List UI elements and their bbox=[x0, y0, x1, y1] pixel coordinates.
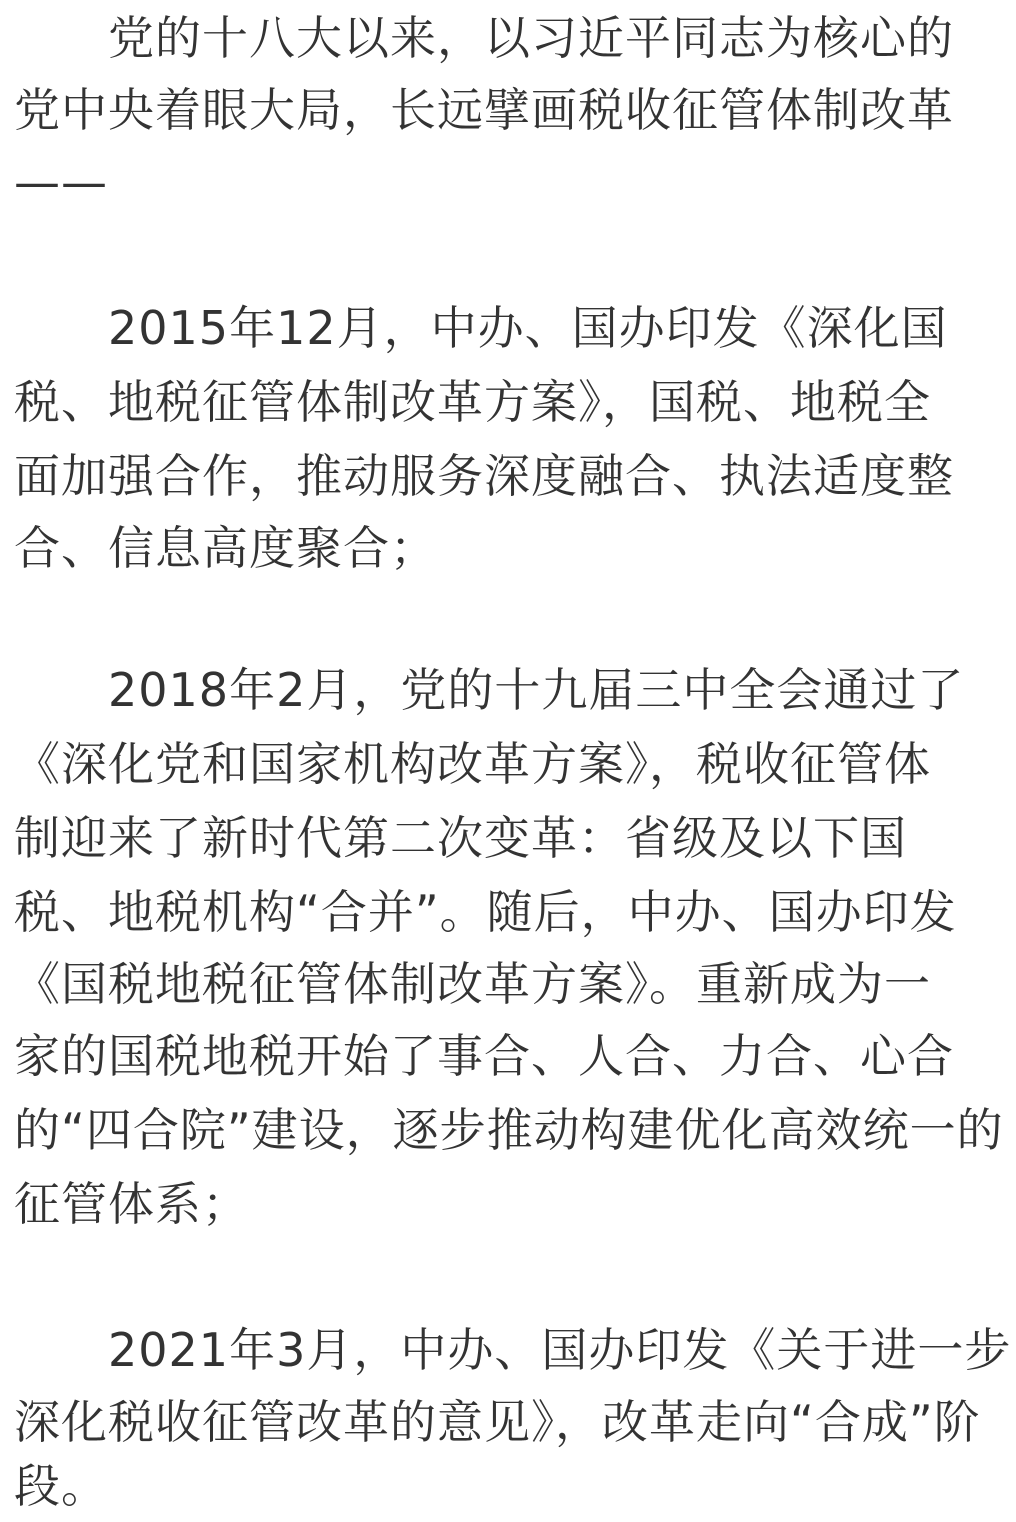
paragraph-1-line-1: 党的十八大以来，以习近平同志为核心的 bbox=[14, 11, 954, 65]
paragraph-4-line-2: 深化税收征管改革的意见》，改革走向“合成”阶 bbox=[14, 1395, 981, 1449]
paragraph-3-line-8: 征管体系； bbox=[14, 1177, 249, 1231]
paragraph-2-line-2: 税、地税征管体制改革方案》，国税、地税全 bbox=[14, 375, 931, 429]
paragraph-1-line-3: —— bbox=[14, 155, 108, 209]
paragraph-3-line-3: 制迎来了新时代第二次变革：省级及以下国 bbox=[14, 811, 907, 865]
paragraph-3-line-2: 《深化党和国家机构改革方案》，税收征管体 bbox=[14, 737, 931, 791]
paragraph-2-line-1: 2015年12月，中办、国办印发《深化国 bbox=[14, 301, 948, 355]
paragraph-3-line-4: 税、地税机构“合并”。随后，中办、国办印发 bbox=[14, 885, 957, 939]
paragraph-3-line-7: 的“四合院”建设，逐步推动构建优化高效统一的 bbox=[14, 1103, 1004, 1157]
paragraph-2-line-4: 合、信息高度聚合； bbox=[14, 521, 437, 575]
paragraph-3-line-6: 家的国税地税开始了事合、人合、力合、心合 bbox=[14, 1029, 954, 1083]
paragraph-1-line-2: 党中央着眼大局，长远擘画税收征管体制改革 bbox=[14, 83, 954, 137]
paragraph-4-line-3: 段。 bbox=[14, 1459, 108, 1513]
paragraph-2-line-3: 面加强合作，推动服务深度融合、执法适度整 bbox=[14, 449, 954, 503]
paragraph-3-line-1: 2018年2月，党的十九届三中全会通过了 bbox=[14, 663, 965, 717]
paragraph-3-line-5: 《国税地税征管体制改革方案》。重新成为一 bbox=[14, 957, 931, 1011]
paragraph-4-line-1: 2021年3月，中办、国办印发《关于进一步 bbox=[14, 1323, 1012, 1377]
